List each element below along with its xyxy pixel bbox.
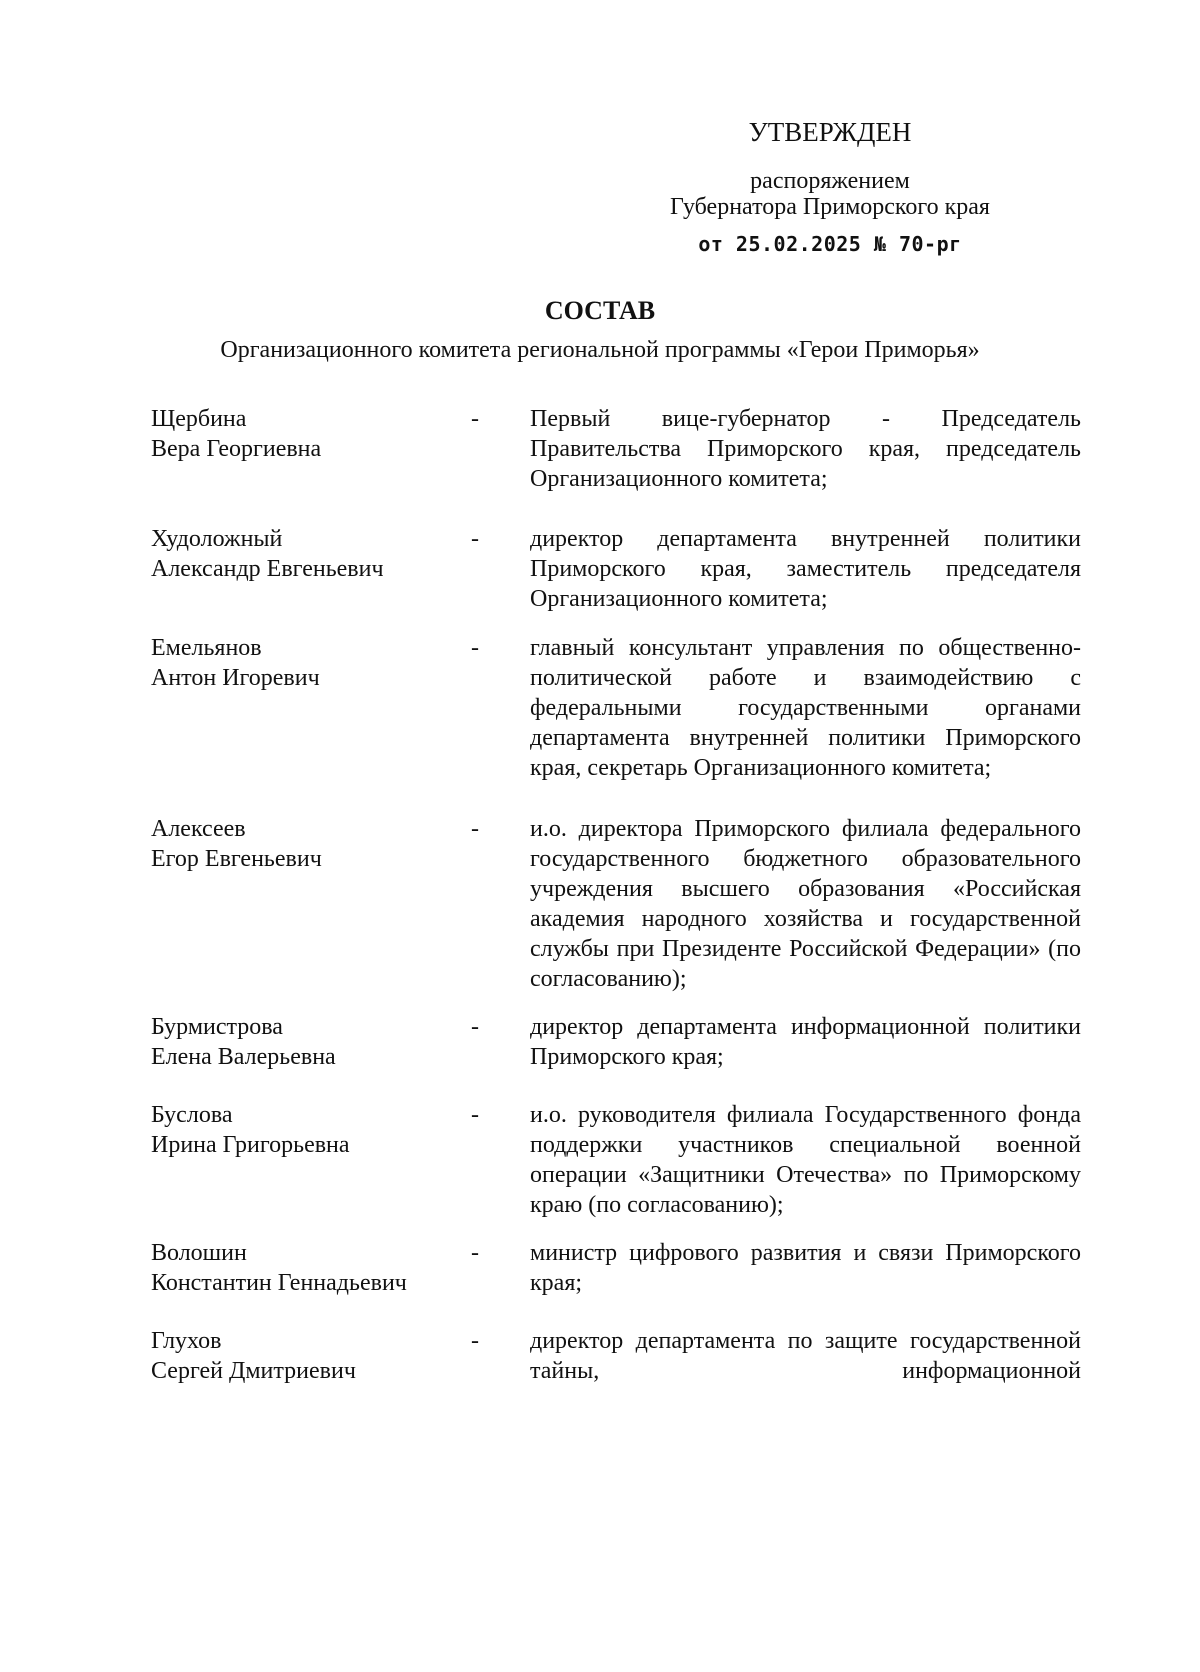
- member-role: министр цифрового развития и связи Приморского края;: [530, 1240, 1081, 1296]
- member-role: Первый вице-губернатор - Председатель Правительства Приморского края, председатель Организационного комитета;: [530, 406, 1081, 492]
- member-surname: Глухов: [151, 1328, 222, 1354]
- member-row: [151, 1326, 1081, 1386]
- member-surname: Щербина: [151, 406, 247, 432]
- member-dash: -: [471, 1014, 479, 1040]
- member-name: [151, 1012, 471, 1072]
- member-surname: Волошин: [151, 1240, 247, 1266]
- member-row: [151, 1100, 1081, 1220]
- member-given-names: Константин Геннадьевич: [151, 1270, 407, 1296]
- member-surname: Алексеев: [151, 816, 246, 842]
- member-role: главный консультант управления по общественно-политической работе и взаимодействию с федеральными государственными органами департамента внутренней политики Приморского края, секретарь Организационного комитета;: [530, 635, 1081, 781]
- member-dash: -: [471, 816, 479, 842]
- member-role: директор департамента по защите государственной тайны, информационной: [530, 1328, 1081, 1384]
- member-dash: -: [471, 526, 479, 552]
- member-given-names: Егор Евгеньевич: [151, 846, 322, 872]
- member-surname: Буслова: [151, 1102, 233, 1128]
- member-dash: -: [471, 406, 479, 432]
- member-name: [151, 814, 471, 994]
- member-role: и.о. директора Приморского филиала федерального государственного бюджетного образовательного учреждения высшего образования «Российская академия народного хозяйства и государственной службы при Президенте Российской Федерации» (по согласованию);: [530, 816, 1081, 992]
- member-dash: -: [471, 1240, 479, 1266]
- member-row: [151, 1012, 1081, 1072]
- member-given-names: Ирина Григорьевна: [151, 1132, 350, 1158]
- member-dash: -: [471, 1328, 479, 1354]
- member-name: [151, 633, 471, 783]
- member-row: [151, 814, 1081, 994]
- member-given-names: Елена Валерьевна: [151, 1044, 336, 1070]
- document-subheading: Организационного комитета региональной программы «Герои Приморья»: [220, 337, 980, 363]
- member-role: директор департамента внутренней политики Приморского края, заместитель председателя Организационного комитета;: [530, 526, 1081, 612]
- approval-date-number-stamp: от 25.02.2025 № 70-рг: [698, 232, 962, 256]
- member-row: [151, 524, 1081, 614]
- member-role: директор департамента информационной политики Приморского края;: [530, 1014, 1081, 1070]
- member-row: [151, 1238, 1081, 1298]
- member-name: [151, 524, 471, 614]
- member-role: и.о. руководителя филиала Государственного фонда поддержки участников специальной военной операции «Защитники Отечества» по Приморскому краю (по согласованию);: [530, 1102, 1081, 1218]
- member-name: [151, 1238, 471, 1298]
- member-given-names: Александр Евгеньевич: [151, 556, 384, 582]
- member-row: [151, 404, 1081, 494]
- approval-line-governor: Губернатора Приморского края: [670, 194, 990, 220]
- member-dash: -: [471, 1102, 479, 1128]
- member-given-names: Сергей Дмитриевич: [151, 1358, 356, 1384]
- document-heading: СОСТАВ: [544, 296, 656, 325]
- member-surname: Худоложный: [151, 526, 283, 552]
- member-row: [151, 633, 1081, 783]
- member-surname: Емельянов: [151, 635, 262, 661]
- member-name: [151, 1326, 471, 1386]
- member-name: [151, 1100, 471, 1220]
- member-name: [151, 404, 471, 494]
- member-surname: Бурмистрова: [151, 1014, 283, 1040]
- member-given-names: Антон Игоревич: [151, 665, 320, 691]
- approval-line-order: распоряжением: [750, 168, 910, 194]
- member-dash: -: [471, 635, 479, 661]
- members-list: [151, 404, 1081, 1386]
- approval-title: УТВЕРЖДЕН: [748, 117, 912, 147]
- member-given-names: Вера Георгиевна: [151, 436, 322, 462]
